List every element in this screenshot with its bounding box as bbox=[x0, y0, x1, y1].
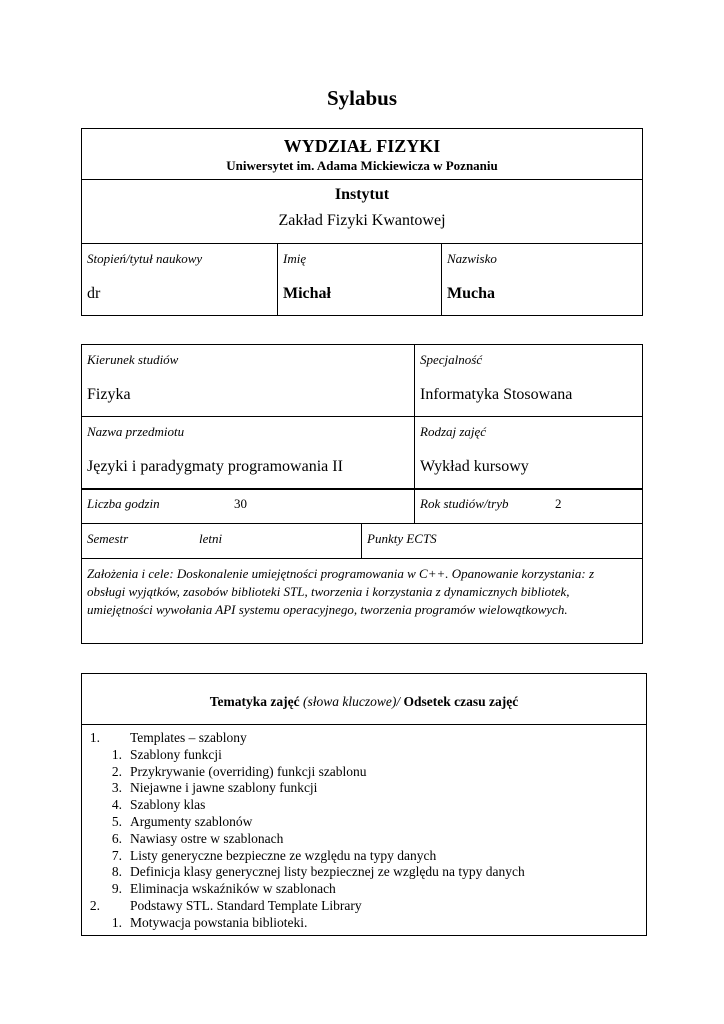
surname-value: Mucha bbox=[447, 285, 495, 302]
topic-number: 2. bbox=[111, 763, 122, 779]
class-type-label: Rodzaj zajęć bbox=[420, 424, 487, 439]
topics-header bbox=[82, 694, 646, 710]
faculty-name: WYDZIAŁ FIZYKI bbox=[283, 136, 441, 156]
topic-text: Definicja klasy generycznej listy bezpiecznej ze względu na typy danych bbox=[130, 864, 525, 880]
topic-number: 6. bbox=[111, 830, 122, 846]
topic-text: Podstawy STL. Standard Template Library bbox=[130, 898, 362, 913]
study-year-value: 2 bbox=[555, 496, 562, 511]
topic-text: Niejawne i jawne szablony funkcji bbox=[130, 780, 318, 796]
field-of-study-value: Fizyka bbox=[87, 386, 131, 403]
ects-label: Punkty ECTS bbox=[367, 531, 437, 546]
subject-value: Języki i paradygmaty programowania II bbox=[87, 458, 343, 475]
degree-value: dr bbox=[87, 285, 101, 302]
first-name-value: Michał bbox=[283, 285, 331, 302]
topic-text: Templates – szablony bbox=[130, 730, 247, 745]
topic-text: Szablony klas bbox=[130, 797, 206, 813]
topic-text: Listy generyczne bezpieczne ze względu na typy danych bbox=[130, 847, 437, 863]
topic-number: 3. bbox=[111, 780, 122, 796]
first-name-label: Imię bbox=[283, 251, 307, 266]
topic-text: Eliminacja wskaźników w szablonach bbox=[130, 881, 336, 897]
topic-number: 9. bbox=[111, 881, 122, 897]
faculty-header-table bbox=[81, 128, 643, 316]
institute-value: Zakład Fizyki Kwantowej bbox=[278, 212, 446, 229]
course-info-table bbox=[81, 344, 643, 644]
specialty-label: Specjalność bbox=[420, 352, 483, 367]
topic-number: 1. bbox=[111, 914, 122, 930]
topic-number: 5. bbox=[111, 814, 122, 829]
topic-number: 2. bbox=[89, 898, 100, 913]
topics-header-keywords: (słowa kluczowe)/ bbox=[303, 694, 401, 709]
specialty-value: Informatyka Stosowana bbox=[420, 386, 573, 403]
topic-number: 1. bbox=[89, 730, 100, 745]
page-title: Sylabus bbox=[326, 86, 398, 110]
topics-header-time: Odsetek czasu zajęć bbox=[403, 694, 519, 709]
topic-number: 8. bbox=[111, 864, 122, 880]
study-year-label: Rok studiów/tryb bbox=[420, 496, 509, 511]
semester-value: letni bbox=[199, 531, 223, 546]
topic-number: 7. bbox=[111, 847, 122, 863]
course-goals: Założenia i cele: Doskonalenie umiejętności programowania w C++. Opanowanie korzystania: z obsługi wyjątków, zasobów biblioteki STL, tworzenia i korzystania z dynamicznych bibliotek, umiejętności wywołania API systemu operacyjnego, tworzenia programów wielowątkowych. bbox=[87, 566, 595, 617]
topic-text: Przykrywanie (overriding) funkcji szablonu bbox=[130, 763, 367, 779]
topic-number: 4. bbox=[111, 797, 122, 813]
topic-text: Motywacja powstania biblioteki. bbox=[130, 914, 308, 930]
degree-label: Stopień/tytuł naukowy bbox=[87, 251, 203, 266]
semester-label: Semestr bbox=[87, 531, 129, 546]
university-name: Uniwersytet im. Adama Mickiewicza w Poznaniu bbox=[226, 158, 498, 173]
topic-text: Szablony funkcji bbox=[130, 746, 222, 762]
subject-label: Nazwa przedmiotu bbox=[87, 424, 185, 439]
surname-label: Nazwisko bbox=[447, 251, 497, 266]
hours-value: 30 bbox=[234, 496, 247, 511]
topics-table bbox=[81, 673, 647, 936]
topic-text: Argumenty szablonów bbox=[130, 814, 253, 829]
institute-label: Instytut bbox=[334, 186, 390, 203]
topics-header-title: Tematyka zajęć bbox=[209, 694, 300, 709]
field-of-study-label: Kierunek studiów bbox=[87, 352, 179, 367]
class-type-value: Wykład kursowy bbox=[420, 458, 529, 475]
hours-label: Liczba godzin bbox=[87, 496, 160, 511]
topic-number: 1. bbox=[111, 746, 122, 762]
topic-text: Nawiasy ostre w szablonach bbox=[130, 830, 284, 846]
